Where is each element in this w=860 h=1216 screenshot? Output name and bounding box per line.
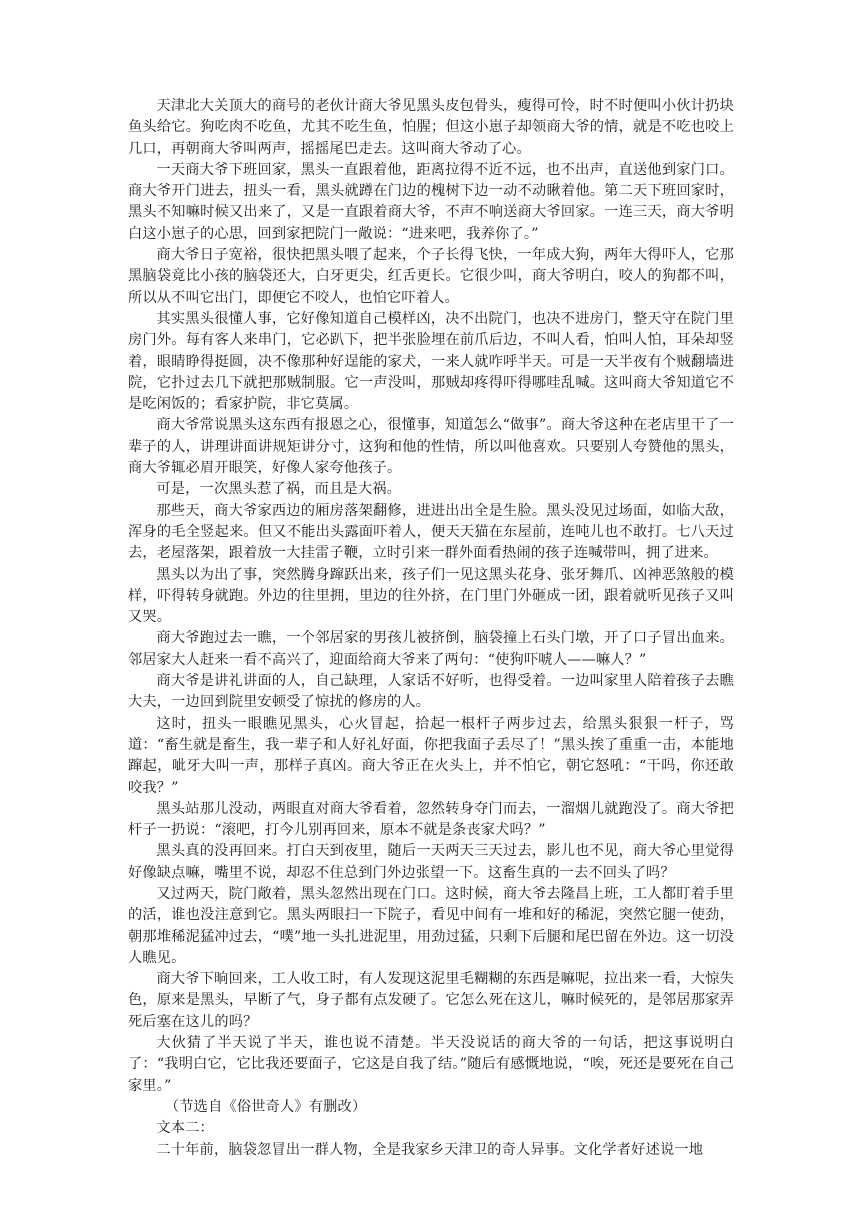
paragraph-4: 其实黑头很懂人事，它好像知道自己模样凶，决不出院门，也决不进房门，整天守在院门里房门外。每有客人来串门，它必趴下，把半张脸埋在前爪后边，不叫人看，怕叫人怕，耳朵却竖着，眼睛睁得挺圆，决不像那种好逞能的家犬，一来人就咋呼半天。可是一天半夜有个贼翻墙进院，它扑过去几下就把那贼制服。它一声没叫，那贼却疼得吓得哪哇乱喊。这叫商大爷知道它不是吃闲饭的；看家护院，非它莫属。 — [128, 310, 734, 413]
document-page — [128, 96, 734, 1161]
paragraph-2: 一天商大爷下班回家，黑头一直跟着他，距离拉得不近不远，也不出声，直送他到家门口。商大爷开门进去，扭头一看，黑头就蹲在门边的槐树下边一动不动瞅着他。第二天下班回家时，黑头不知嘛时候又出来了，又是一直跟着商大爷，不声不响送商大爷回家。一连三天，商大爷明白这小崽子的心思，回到家把院门一敞说：“进来吧，我养你了。” — [128, 161, 734, 242]
paragraph-8: 黑头以为出了事，突然腾身蹿跃出来，孩子们一见这黑头花身、张牙舞爪、凶神恶煞般的模样，吓得转身就跑。外边的往里拥，里边的往外挤，在门里门外砸成一团，跟着就听见孩子又叫又哭。 — [128, 566, 734, 626]
source-note: （节选自《俗世奇人》有删改） — [164, 1098, 367, 1115]
paragraph-1: 天津北大关顶大的商号的老伙计商大爷见黑头皮包骨头，瘦得可怜，时不时便叫小伙计扔块鱼头给它。狗吃肉不吃鱼，尤其不吃生鱼，怕腥；但这小崽子却领商大爷的情，就是不吃也咬上几口，再朝商大爷叫两声，摇摇尾巴走去。这叫商大爷动了心。 — [128, 98, 734, 157]
paragraph-12: 黑头站那儿没动，两眼直对商大爷看着，忽然转身夺门而去，一溜烟儿就跑没了。商大爷把杆子一扔说：“滚吧，打今儿别再回来，原本不就是条丧家犬吗？” — [128, 800, 734, 839]
paragraph-13: 黑头真的没再回来。打白天到夜里，随后一天两天三天过去，影儿也不见，商大爷心里觉得好像缺点嘛，嘴里不说，却忍不住总到门外边张望一下。这畜生真的一去不回头了吗？ — [128, 843, 734, 881]
paragraph-16: 大伙猜了半天说了半天，谁也说不清楚。半天没说话的商大爷的一句话，把这事说明白了：“我明白它，它比我还要面子，它这是自我了结。”随后有感慨地说，“唉，死还是要死在自己家里。” — [128, 1035, 734, 1094]
paragraph-10: 商大爷是讲礼讲面的人，自己缺理，人家话不好听，也得受着。一边叫家里人陪着孩子去瞧大夫，一边回到院里安顿受了惊扰的修房的人。 — [128, 673, 734, 711]
paragraph-6: 可是，一次黑头惹了祸，而且是大祸。 — [156, 481, 401, 498]
text-two-label: 文本二： — [156, 1120, 214, 1137]
story-text — [128, 96, 734, 1097]
paragraph-15: 商大爷下晌回来，工人收工时，有人发现这泥里毛糊糊的东西是嘛呢，拉出来一看，大惊失色，原来是黑头，早断了气，身子都有点发硬了。它怎么死在这儿，嘛时候死的，是邻居那家弄死后塞在这儿的吗？ — [128, 971, 734, 1030]
paragraph-5: 商大爷常说黑头这东西有报恩之心，很懂事，知道怎么“做事”。商大爷这种在老店里干了一辈子的人，讲理讲面讲规矩讲分寸，这狗和他的性情，所以叫他喜欢。只要别人夸赞他的黑头，商大爷辄必眉开眼笑，好像人家夸他孩子。 — [128, 417, 734, 477]
paragraph-14: 又过两天，院门敞着，黑头忽然出现在门口。这时候，商大爷去隆昌上班，工人都盯着手里的活，谁也没注意到它。黑头两眼扫一下院子，看见中间有一堆和好的稀泥，突然它腿一使劲，朝那堆稀泥猛冲过去，“噗”地一头扎进泥里，用劲过猛，只剩下后腿和尾巴留在外边。这一切没人瞧见。 — [128, 885, 734, 966]
paragraph-3: 商大爷日子宽裕，很快把黑头喂了起来，个子长得飞快，一年成大狗，两年大得吓人，它那黑脑袋竟比小孩的脑袋还大，白牙更尖，红舌更长。它很少叫，商大爷明白，咬人的狗都不叫，所以从不叫它出门，即便它不咬人，也怕它吓着人。 — [128, 247, 734, 306]
paragraph-9: 商大爷跑过去一瞧，一个邻居家的男孩儿被挤倒，脑袋撞上石头门墩，开了口子冒出血来。邻居家大人赶来一看不高兴了，迎面给商大爷来了两句：“使狗吓唬人——嘛人？” — [128, 630, 734, 668]
paragraph-7: 那些天，商大爷家西边的厢房落架翻修，进进出出全是生脸。黑头没见过场面，如临大敌，浑身的毛全竖起来。但又不能出头露面吓着人，便天天猫在东屋前，连吨儿也不敢打。七八天过去，老屋落架，跟着放一大挂雷子鞭，立时引来一群外面看热闹的孩子连喊带叫，拥了进来。 — [128, 502, 734, 562]
paragraph-11: 这时，扭头一眼瞧见黑头，心火冒起，拾起一根杆子两步过去，给黑头狠狠一杆子，骂道：“畜生就是畜生，我一辈子和人好礼好面，你把我面子丢尽了！”黑头挨了重重一击，本能地蹿起，呲牙大叫一声，那样子真凶。商大爷正在火头上，并不怕它，朝它怒吼：“干吗，你还敢咬我？” — [128, 715, 734, 796]
text-two-opening: 二十年前，脑袋忽冒出一群人物，全是我家乡天津卫的奇人异事。文化学者好述说一地 — [156, 1141, 704, 1158]
